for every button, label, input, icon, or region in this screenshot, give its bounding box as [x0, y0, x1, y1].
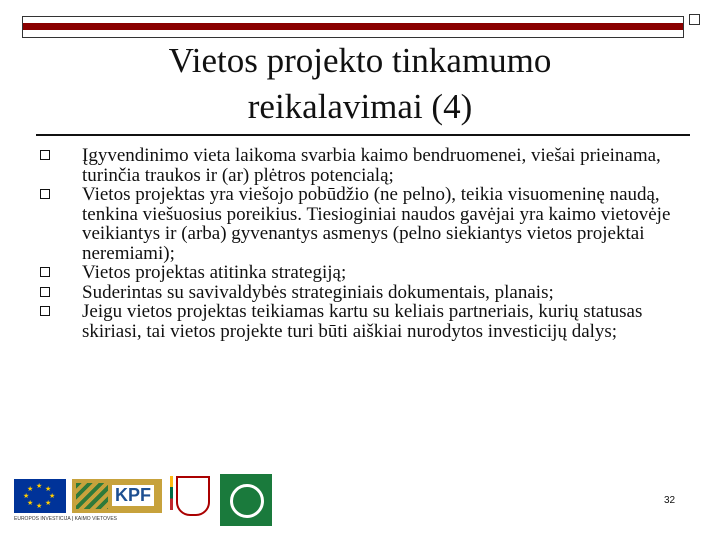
title-rule — [36, 134, 690, 136]
slide-title — [0, 38, 720, 130]
header-band — [22, 16, 684, 38]
bullet-text: Jeigu vietos projektas teikiamas kartu su keliais partneriais, kurių statusas skiriasi, tai vietos projekte turi būti aiškiai nurodytos investicijų dalys; — [82, 301, 643, 342]
bullet-text: Suderintas su savivaldybės strateginiais dokumentais, planais; — [82, 281, 554, 303]
title-line-1: Vietos projekto tinkamumo — [168, 41, 552, 80]
kpf-text: KPF — [112, 485, 154, 506]
square-bullet-icon — [40, 287, 50, 297]
bullet-item — [40, 146, 690, 185]
title-line-2: reikalavimai (4) — [247, 87, 473, 126]
square-bullet-icon — [40, 150, 50, 160]
bullet-text: Įgyvendinimo vieta laikoma svarbia kaimo bendruomenei, viešai prieinama, turinčia traukos ir (ar) plėtros potencialą; — [82, 145, 661, 186]
lithuania-flag-icon — [170, 476, 173, 510]
bullet-item — [40, 302, 690, 341]
square-bullet-icon — [40, 306, 50, 316]
corner-box — [689, 14, 700, 25]
bullet-text: Vietos projektas yra viešojo pobūdžio (ne pelno), teikia visuomeninę naudą, tenkina viešuosius poreikius. Tiesioginiai naudos gavėjai yra kaimo vietovėje veikiantys ir (arba) gyvenantys asmenys (pelno siekiantys vietos projektai neremiami); — [82, 184, 671, 264]
shield-icon — [176, 476, 210, 516]
bullet-item — [40, 263, 690, 283]
leader-logo — [220, 474, 272, 526]
bullet-item — [40, 185, 690, 263]
square-bullet-icon — [40, 267, 50, 277]
eu-flag-logo: ★ ★ ★ ★ ★ ★ ★ ★ — [14, 479, 66, 513]
kpf-wheat-icon — [76, 483, 108, 509]
footer-logos — [14, 474, 284, 534]
square-bullet-icon — [40, 189, 50, 199]
bullet-text: Vietos projektas atitinka strategiją; — [82, 262, 347, 283]
page-number: 32 — [664, 495, 676, 506]
kpf-logo — [72, 479, 162, 513]
eu-caption: EUROPOS INVESTICIJA Į KAIMO VIETOVES — [14, 516, 117, 522]
lithuania-coat-of-arms-logo — [170, 474, 212, 520]
leader-ring-icon — [230, 484, 264, 518]
header-band-stripe — [23, 23, 683, 30]
bullet-list — [40, 146, 690, 341]
bullet-item — [40, 283, 690, 303]
